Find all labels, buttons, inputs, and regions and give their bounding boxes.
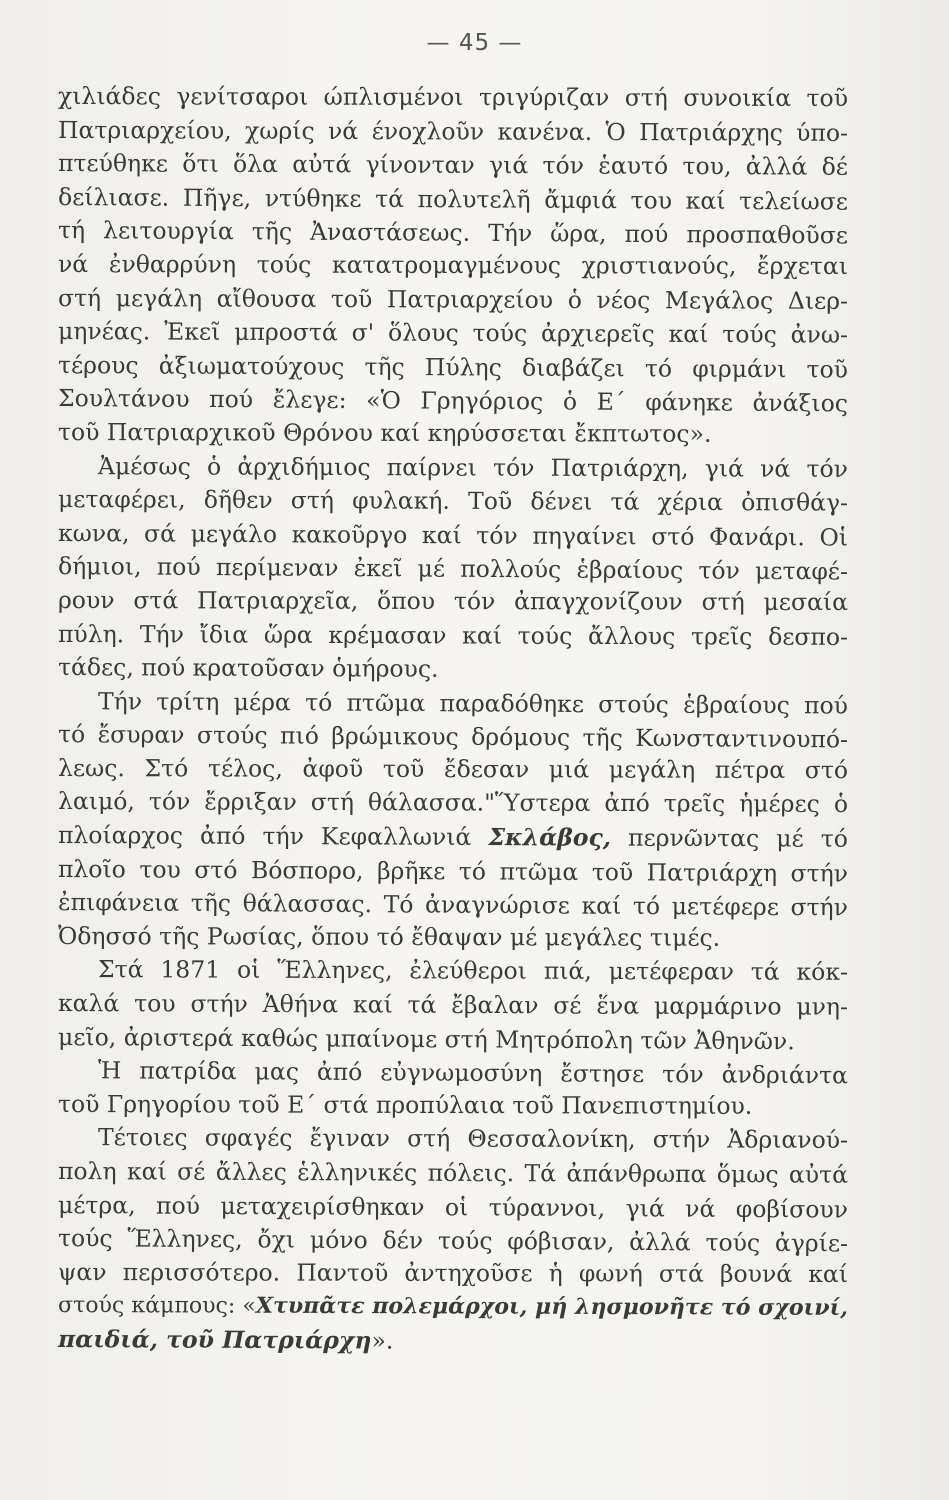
text-line: πλοῖο του στό Βόσπορο, βρῆκε τό πτῶμα τοῦ Πατριάρχη στήν: [57, 854, 849, 888]
text-line: μεταφέρει, δῆθεν στή φυλακή. Τοῦ δένει τά χέρια ὀπισθάγ-: [57, 485, 849, 517]
text-line: στούς κάμπους: «Χτυπᾶτε πολεμάρχοι, μή λησμονῆτε τό σχοινί,: [57, 1293, 849, 1322]
text-line: πολη καί σέ ἄλλες ἑλληνικές πόλεις. Τά ἀπάνθρωπα ὅμως αὐτά: [57, 1157, 849, 1189]
text-line: Τέτοιες σφαγές ἔγιναν στή Θεσσαλονίκη, στήν Ἀδριανού-: [97, 1123, 849, 1155]
text-line: Ὀδησσό τῆς Ρωσίας, ὅπου τό ἔθαψαν μέ μεγάλες τιμές.: [57, 921, 721, 952]
text-line: ψαν περισσότερο. Παντοῦ ἀντηχοῦσε ἡ φωνή στά βουνά καί: [57, 1257, 849, 1288]
text-line: δείλιασε. Πῆγε, ντύθηκε τά πολυτελῆ ἄμφιά του καί τελείωσε: [57, 182, 849, 216]
text-line: λαιμό, τόν ἔρριξαν στή θάλασσα."Ὕστερα ἀπό τρεῖς ἡμέρες ὁ: [57, 787, 849, 819]
text-line: καλά του στήν Ἀθήνα καί τά ἔβαλαν σέ ἕνα μαρμάρινο μνη-: [57, 989, 849, 1021]
text-line: τέρους ἀξιωματούχους τῆς Πύλης διαβάζει τό φιρμάνι τοῦ: [57, 350, 849, 384]
text-line: Πατριαρχείου, χωρίς νά ένοχλοῦν κανένα. Ὁ Πατριάρχης ύπο-: [57, 115, 849, 147]
text-line: τοῦ Γρηγορίου τοῦ Ε΄ στά προπύλαια τοῦ Πανεπιστημίου.: [57, 1089, 753, 1120]
text-line: χιλιάδες γενίτσαροι ώπλισμένοι τριγύριζαν στή συνοικία τοῦ: [57, 82, 849, 113]
text-line: τάδες, πού κρατοῦσαν ὁμήρους.: [57, 653, 439, 683]
text-line: ἐπιφάνεια τῆς θάλασσας. Τό ἀναγνώρισε καί τό μετέφερε στήν: [57, 888, 849, 922]
text-line: τοῦ Πατριαρχικοῦ Θρόνου καί κηρύσσεται ἔκπτωτος».: [57, 417, 712, 448]
text-line: μηνέας. Ἐκεῖ μπροστά σ' ὅλους τούς ἀρχιερεῖς καί τούς ἀνω-: [57, 317, 849, 349]
text-line: πτεύθηκε ὅτι ὅλα αὐτά γίνονταν γιά τόν ἑαυτό του, ἀλλά δέ: [57, 149, 849, 181]
text-line: Ἀμέσως ὁ ἀρχιδήμιος παίρνει τόν Πατριάρχη, γιά νά τόν: [97, 451, 849, 483]
text-line: μέτρα, πού μεταχειρίσθηκαν οἱ τύραννοι, γιά νά φοβίσουν: [57, 1190, 849, 1224]
text-line: μεῖο, ἀριστερά καθώς μπαίνομε στή Μητρόπολη τῶν Ἀθηνῶν.: [57, 1022, 795, 1055]
text-line: πύλη. Τήν ἴδια ὥρα κρέμασαν καί τούς ἄλλους τρεῖς δεσπο-: [57, 619, 849, 651]
text-line: ρουν στά Πατριαρχεῖα, ὅπου τόν ἀπαγχονίζουν στή μεσαία: [57, 585, 849, 616]
text-line: τή λειτουργία τῆς Ἀναστάσεως. Τήν ὥρα, πού προσπαθοῦσε: [57, 216, 849, 250]
text-line: Στά 1871 οἱ Ἕλληνες, ἐλεύθεροι πιά, μετέφεραν τά κόκ-: [97, 955, 849, 987]
text-line: τό ἔσυραν στούς πιό βρώμικους δρόμους τῆς Κωνσταντινουπό-: [57, 720, 849, 754]
text-line: στή μεγάλη αἴθουσα τοῦ Πατριαρχείου ὁ νέος Μεγάλος Διερ-: [57, 283, 849, 315]
text-line: δήμιοι, πού περίμεναν ἐκεῖ μέ πολλούς ἑβραίους τόν μεταφέ-: [57, 552, 849, 586]
text-line: τούς Ἕλληνες, ὄχι μόνο δέν τούς φόβισαν, ἀλλά τούς ἀγρίε-: [57, 1224, 849, 1258]
text-line: λεως. Στό τέλος, ἀφοῦ τοῦ ἔδεσαν μιά μεγάλη πέτρα στό: [57, 753, 849, 784]
text-line: Τήν τρίτη μέρα τό πτῶμα παραδόθηκε στούς ἑβραίους πού: [97, 686, 849, 720]
text-line: πλοίαρχος ἀπό τήν Κεφαλλωνιά Σκλάβος, περνῶντας μέ τό: [57, 821, 849, 853]
text-line: Σουλτάνου πού ἔλεγε: «Ὁ Γρηγόριος ὁ Ε΄ φάνηκε ἀνάξιος: [57, 384, 849, 418]
text-line: κωνα, σά μεγάλο κακοῦργο καί τόν πηγαίνει στό Φανάρι. Οἱ: [57, 518, 849, 552]
text-line: νά ἐνθαρρύνη τούς κατατρομαγμένους χριστιανούς, ἔρχεται: [57, 249, 849, 281]
body-text: [58, 80, 848, 1357]
page-number: — 45 —: [426, 30, 523, 56]
text-line: Ἡ πατρίδα μας ἀπό εὐγνωμοσύνη ἔστησε τόν ἀνδριάντα: [97, 1056, 849, 1090]
text-line: παιδιά, τοῦ Πατριάρχη».: [57, 1324, 394, 1355]
